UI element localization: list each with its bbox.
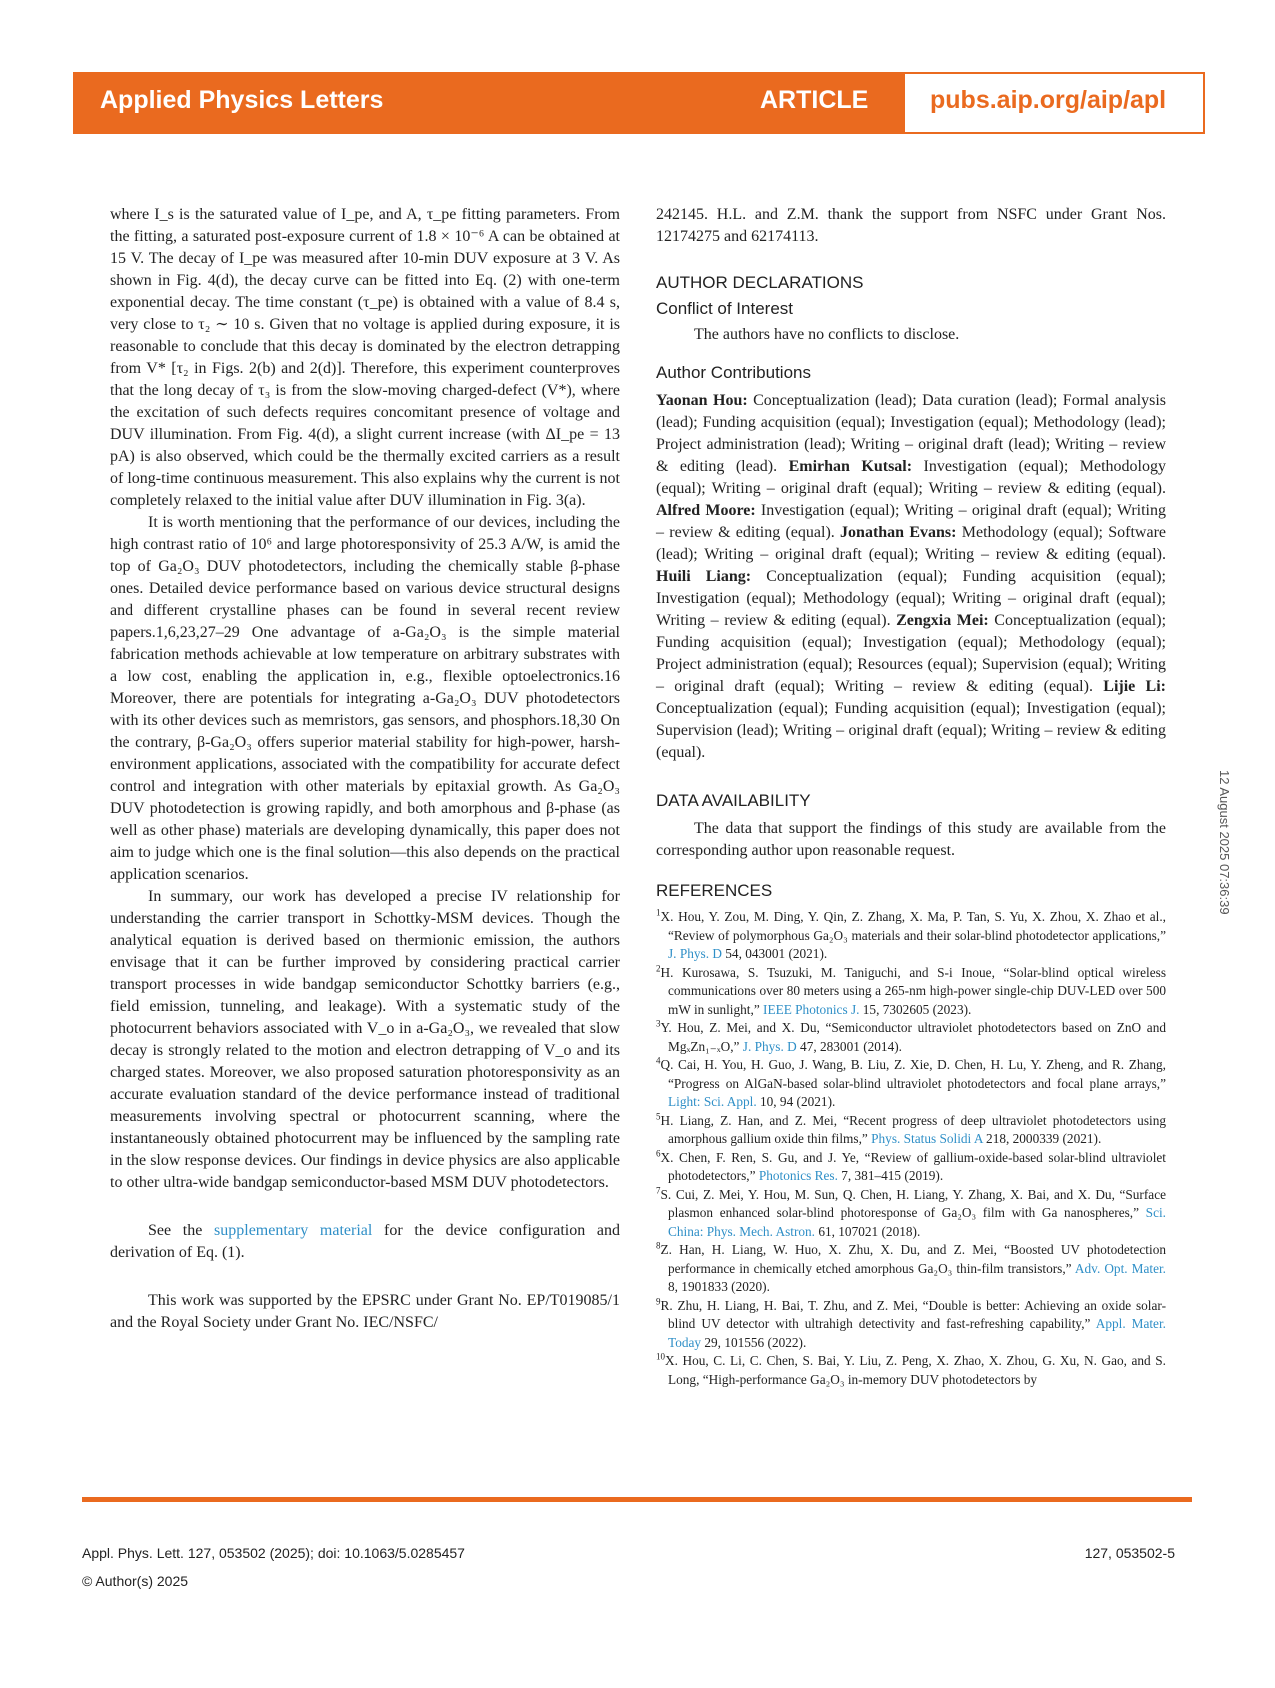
acknowledgement-paragraph: This work was supported by the EPSRC under Grant No. EP/T019085/1 and the Royal Society under Grant No. IEC/NSFC/ bbox=[110, 1292, 620, 1331]
reference-item: $^5$H. Liang, Z. Han, and Z. Mei, “Recent progress of deep ultraviolet photodetectors using amorphous gallium oxide thin films,” Phys. Status Solidi A 218, 2000339 (2021). bbox=[656, 1111, 1166, 1146]
reference-item: $^3$Y. Hou, Z. Mei, and X. Du, “Semiconductor ultraviolet photodetectors based on ZnO and MgₓZn₁₋ₓO,” J. Phys. D 47, 283001 (2014). bbox=[656, 1018, 1166, 1054]
download-timestamp-stamp: 12 August 2025 07:36:39 bbox=[1217, 770, 1232, 915]
reference-journal-link[interactable]: IEEE Photonics J. bbox=[763, 1001, 860, 1017]
contrib-name: Yaonan Hou: bbox=[656, 392, 748, 409]
journal-url-link[interactable]: pubs.aip.org/aip/apl bbox=[930, 86, 1167, 114]
contrib-roles: Investigation (equal); Methodology (equal); Writing – original draft (equal); Writing – review & editing (equal). bbox=[656, 458, 1166, 497]
footer-citation: Appl. Phys. Lett. 127, 053502 (2025); doi: 10.1063/5.0285457 bbox=[82, 1545, 465, 1561]
body-paragraph-1: where I_s is the saturated value of I_pe, and A, τ_pe fitting parameters. From the fitting, a saturated post-exposure current of 1.8 × 10⁻⁶ A can be obtained at 15 V. The decay of I_pe was measured after 10-min DUV exposure at 3 V. As shown in Fig. 4(d), the decay curve can be fitted into Eq. (2) with one-term exponential decay. The time constant (τ_pe) is obtained with a value of 8.4 s, very close to τ₂ ∼ 10 s. Given that no voltage is applied during exposure, it is reasonable to conclude that this decay is dominated by the electron detrapping from V* [τ₂ in Figs. 2(b) and 2(d)]. Therefore, this experiment counterproves that the long decay of τ₃ is from the slow-moving charged-defect (V*), where the excitation of such defects requires concomitant presence of voltage and DUV illumination. From Fig. 4(d), a slight current increase (with ΔI_pe = 13 pA) is also observed, which could be the thermally excited carriers as a result of long-time continuous measurement. This also explains why the current is not completely relaxed to the initial value after DUV illumination in Fig. 3(a). bbox=[110, 206, 620, 509]
reference-item: $^9$R. Zhu, H. Liang, H. Bai, T. Zhu, and Z. Mei, “Double is better: Achieving an oxide solar-blind UV detector with ultrahigh detectivity and fast-refreshing capability,” Appl. Mater. Today 29, 101556 (2022). bbox=[656, 1296, 1166, 1350]
body-paragraph-2: It is worth mentioning that the performance of our devices, including the high contrast ratio of 10⁶ and large photoresponsivity of 25.3 A/W, is amid the top of Ga₂O₃ DUV photodetectors, including the chemically stable β-phase ones. Detailed device performance based on various device structural designs and different crystalline phases can be found in several recent review papers.1,6,23,27–29 One advantage of a-Ga₂O₃ is the simple material fabrication methods achievable at low temperature on arbitrary substrates with a low cost, enabling the application in, e.g., flexible optoelectronics.16 Moreover, there are potentials for integrating a-Ga₂O₃ DUV photodetectors with its other devices such as memristors, gas sensors, and phosphors.18,30 On the contrary, β-Ga₂O₃ offers superior material stability for high-power, harsh-environment applications, associated with the compatibility for accurate defect control and integration with other materials by epitaxial growth. As Ga₂O₃ DUV photodetection is growing rapidly, and both amorphous and β-phase (as well as other phase) materials are developing dynamically, this paper does not aim to judge which one is the final solution—this also depends on the practical application scenarios. bbox=[110, 514, 620, 883]
contrib-roles: Conceptualization (equal); Funding acquisition (equal); Investigation (equal); Methodology (equal); Project administration (equal); Resources (equal); Supervision (equal); Writing – original draft (equal); Writing – review & editing (equal). bbox=[656, 612, 1167, 695]
reference-journal-link[interactable]: Sci. China: Phys. Mech. Astron. bbox=[668, 1205, 1166, 1239]
article-type-label: ARTICLE bbox=[760, 86, 869, 114]
contrib-roles: Conceptualization (equal); Funding acquisition (equal); Investigation (equal); Methodology (equal); Writing – original draft (equal); Writing – review & editing (equal). bbox=[656, 568, 1166, 629]
contrib-name: Alfred Moore: bbox=[656, 502, 756, 519]
contrib-name: Emirhan Kutsal: bbox=[788, 458, 913, 475]
contrib-roles: Investigation (equal); Writing – original draft (equal); Writing – review & editing (equal). bbox=[656, 502, 1166, 541]
heading-data-availability: DATA AVAILABILITY bbox=[656, 791, 811, 810]
data-availability-statement: The data that support the findings of this study are available from the corresponding author upon reasonable request. bbox=[656, 820, 1166, 859]
reference-journal-link[interactable]: Light: Sci. Appl. bbox=[668, 1094, 757, 1109]
reference-item: $^6$X. Chen, F. Ren, S. Gu, and J. Ye, “Review of gallium-oxide-based solar-blind ultraviolet photodetectors,” Photonics Res. 7, 381–415 (2019). bbox=[656, 1148, 1166, 1183]
left-column bbox=[110, 204, 620, 1334]
contrib-roles: Conceptualization (equal); Funding acquisition (equal); Investigation (equal); Supervision (lead); Writing – original draft (equal); Writing – review & editing (equal). bbox=[656, 700, 1166, 761]
reference-item: $^{10}$X. Hou, C. Li, C. Chen, S. Bai, Y. Liu, Z. Peng, X. Zhao, X. Zhou, G. Xu, N. Gao, and S. Long, “High-performance Ga₂O₃ in-memory DUV photodetectors by bbox=[656, 1351, 1166, 1387]
reference-journal-link[interactable]: Photonics Res. bbox=[758, 1168, 838, 1183]
heading-conflict-of-interest: Conflict of Interest bbox=[656, 299, 794, 318]
reference-item: $^1$X. Hou, Y. Zou, M. Ding, Y. Qin, Z. Zhang, X. Ma, P. Tan, S. Yu, X. Zhou, X. Zhao et al., “Review of polymorphous Ga₂O₃ materials and their solar-blind photodetector applications,” J. Phys. D 54, 043001 (2021). bbox=[656, 907, 1166, 961]
reference-journal-link[interactable]: Phys. Status Solidi A bbox=[871, 1131, 983, 1146]
supplementary-paragraph bbox=[110, 1220, 620, 1264]
heading-references: REFERENCES bbox=[656, 881, 773, 900]
body-paragraph-3: In summary, our work has developed a precise IV relationship for understanding the carrier transport in Schottky-MSM devices. Though the analytical equation is derived based on thermionic emission, the authors envisage that it can be further improved by considering practical carrier transport processes in wide bandgap semiconductor Schottky barriers (e.g., field emission, tunneling, and leakage). With a systematic study of the photocurrent behaviors associated with V_o in a-Ga₂O₃, we revealed that slow decay is strongly related to the motion and electron detrapping of V_o and its charged states. Moreover, we also proposed saturation photoresponsivity as an accurate evaluation standard of the device performance instead of traditional measurements involving spectral or photocurrent scanning, where the instantaneously obtained photocurrent may be influenced by the sampling rate in the slow response devices. Our findings in device physics are also applicable to other ultra-wide bandgap semiconductor-based MSM DUV photodetectors. bbox=[110, 888, 620, 1191]
contrib-roles: Methodology (equal); Software (lead); Writing – original draft (equal); Writing – review & editing (equal). bbox=[656, 524, 1166, 563]
footer-copyright: © Author(s) 2025 bbox=[82, 1573, 189, 1589]
reference-item: $^7$S. Cui, Z. Mei, Y. Hou, M. Sun, Q. Chen, H. Liang, Y. Zhang, X. Bai, and X. Du, “Surface plasmon enhanced solar-blind photoresponse of Ga₂O₃ film with Ga nanospheres,” Sci. China: Phys. Mech. Astron. 61, 107021 (2018). bbox=[656, 1185, 1166, 1239]
heading-author-declarations: AUTHOR DECLARATIONS bbox=[656, 273, 864, 292]
heading-author-contributions: Author Contributions bbox=[656, 363, 811, 382]
reference-item: $^2$H. Kurosawa, S. Tsuzuki, M. Taniguchi, and S-i Inoue, “Solar-blind optical wireless communications over 80 meters using a 265-nm high-power single-chip DUV-LED over 500 mW in sunlight,” IEEE Photonics J. 15, 7302605 (2023). bbox=[656, 963, 1166, 1017]
reference-journal-link[interactable]: Adv. Opt. Mater. bbox=[1074, 1260, 1166, 1276]
contrib-name: Lijie Li: bbox=[1103, 678, 1167, 695]
contrib-name: Zengxia Mei: bbox=[896, 612, 989, 629]
contrib-roles: Conceptualization (lead); Data curation (lead); Formal analysis (lead); Funding acquisition (equal); Investigation (equal); Methodology (lead); Project administration (lead); Writing – original draft (lead); Writing – review & editing (lead). bbox=[656, 392, 1167, 475]
journal-title: Applied Physics Letters bbox=[100, 86, 384, 114]
supp-text-pre: See the bbox=[148, 1222, 215, 1239]
contrib-name: Jonathan Evans: bbox=[840, 524, 957, 541]
acknowledgement-continued: 242145. H.L. and Z.M. thank the support from NSFC under Grant Nos. 12174275 and 62174113. bbox=[656, 206, 1166, 245]
right-column bbox=[656, 204, 1166, 1389]
conflict-statement: The authors have no conflicts to disclose. bbox=[694, 326, 960, 343]
supp-text-post: for the device configuration and derivation of Eq. (1). bbox=[110, 1222, 621, 1261]
reference-item: $^8$Z. Han, H. Liang, W. Huo, X. Zhu, X. Du, and Z. Mei, “Boosted UV photodetection performance in chemically etched amorphous Ga₂O₃ thin-film transistors,” Adv. Opt. Mater. 8, 1901833 (2020). bbox=[656, 1240, 1166, 1294]
reference-journal-link[interactable]: J. Phys. D bbox=[668, 946, 722, 961]
reference-item: $^4$Q. Cai, H. You, H. Guo, J. Wang, B. Liu, Z. Xie, D. Chen, H. Lu, Y. Zheng, and R. Zhang, “Progress on AlGaN-based solar-blind ultraviolet photodetectors and focal plane arrays,” Light: Sci. Appl. 10, 94 (2021). bbox=[656, 1055, 1166, 1109]
contrib-name: Huili Liang: bbox=[656, 568, 752, 585]
contributions-paragraph bbox=[656, 390, 1166, 764]
reference-journal-link[interactable]: Appl. Mater. Today bbox=[668, 1316, 1166, 1350]
footer-page-number: 127, 053502-5 bbox=[1084, 1545, 1175, 1561]
reference-journal-link[interactable]: J. Phys. D bbox=[742, 1038, 797, 1054]
footer-rule bbox=[82, 1497, 1192, 1502]
reference-list bbox=[656, 908, 1166, 1389]
supplementary-material-link[interactable]: supplementary material bbox=[214, 1222, 373, 1239]
